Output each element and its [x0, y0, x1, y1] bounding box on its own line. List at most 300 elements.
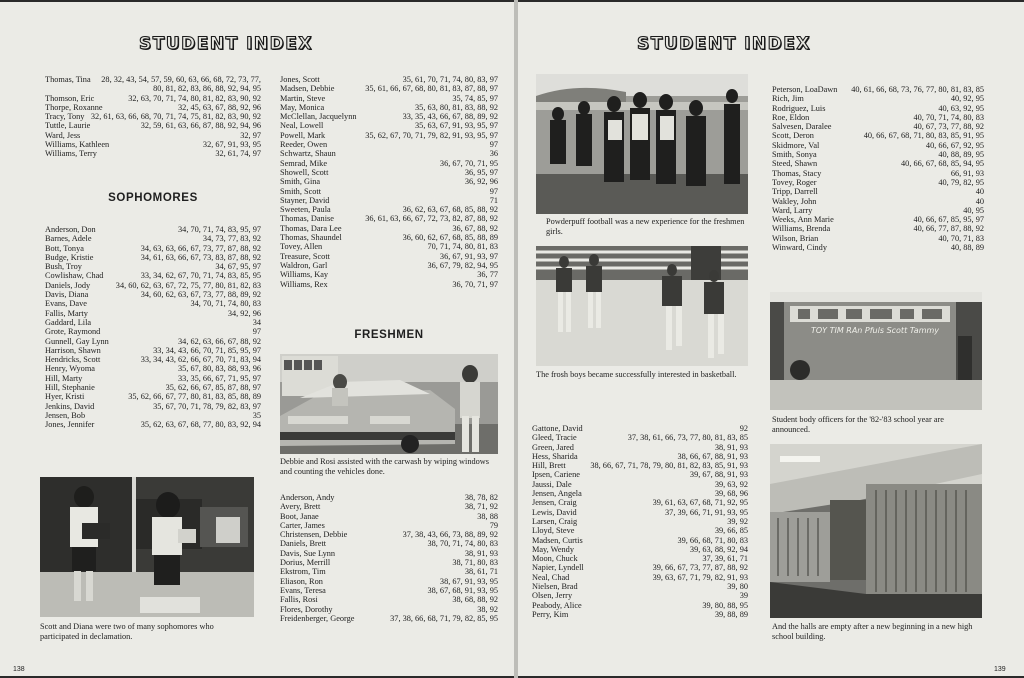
- student-name: May, Monica: [280, 102, 325, 112]
- student-name: Jaussi, Dale: [532, 479, 572, 489]
- student-name: Gunnell, Gay Lynn: [45, 336, 109, 346]
- index-entry: [772, 243, 984, 252]
- page-references: 36, 60, 62, 67, 68, 85, 88, 89: [402, 233, 498, 243]
- student-name: Larsen, Craig: [532, 516, 578, 526]
- student-name: Jones, Jennifer: [45, 420, 95, 430]
- index-entry: [280, 595, 498, 604]
- index-entry: [280, 567, 498, 576]
- index-entry: [45, 392, 261, 401]
- index-entry: [772, 131, 984, 140]
- index-entry: [280, 280, 498, 289]
- page-references: 36, 77: [477, 270, 498, 280]
- student-name: Stayner, David: [280, 195, 330, 205]
- page-references: 39, 88, 89: [714, 609, 748, 619]
- index-entry: [280, 502, 498, 511]
- page-references: 40: [975, 187, 984, 197]
- index-entry: [45, 121, 261, 130]
- student-name: Thorpe, Roxanne: [45, 102, 103, 112]
- student-name: Tovey, Allen: [280, 242, 323, 252]
- index-entry: [280, 84, 498, 93]
- index-entry: [280, 577, 498, 586]
- index-entry: [280, 131, 498, 140]
- page-references: 35, 61, 66, 67, 68, 80, 81, 83, 87, 88, 97: [365, 84, 498, 94]
- page-references: 36, 67, 88, 92: [452, 223, 498, 233]
- page-references: 33, 34, 43, 66, 70, 71, 85, 95, 97: [153, 345, 261, 355]
- index-entry: [772, 141, 984, 150]
- student-name: Thomas, Dara Lee: [280, 223, 342, 233]
- page-references: 40, 70, 71, 83: [938, 233, 984, 243]
- student-name: Williams, Kathleen: [45, 140, 110, 150]
- student-name: Henry, Wyoma: [45, 364, 95, 374]
- student-name: Williams, Rex: [280, 279, 328, 289]
- index-entry: [532, 433, 748, 442]
- left-page: [0, 2, 514, 676]
- page-references: 39, 80, 88, 95: [702, 600, 748, 610]
- page-references: 40, 95: [963, 205, 984, 215]
- page-references: 40, 66, 67, 92, 95: [925, 140, 984, 150]
- student-name: Daniels, Jody: [45, 280, 91, 290]
- student-officers-caption: Student body officers for the '82-'83 school year are announced.: [772, 415, 944, 434]
- index-entry: [772, 206, 984, 215]
- basketball-photo: [536, 246, 748, 366]
- page-references: 35, 67, 80, 83, 88, 93, 96: [178, 364, 261, 374]
- index-entry: [45, 225, 261, 234]
- page-references: 40, 92, 95: [950, 94, 984, 104]
- page-references: 35, 63, 80, 81, 83, 88, 92: [415, 102, 498, 112]
- page-references: 35, 67, 70, 71, 78, 79, 82, 83, 97: [153, 401, 261, 411]
- index-entry: [45, 299, 261, 308]
- index-entry: [772, 85, 984, 94]
- student-name: Evans, Teresa: [280, 585, 326, 595]
- index-entry: [45, 103, 261, 112]
- empty-hallway-caption: And the halls are empty after a new beginning in a new high school building.: [772, 622, 973, 641]
- page-references: 38, 67, 91, 93, 95: [439, 576, 498, 586]
- index-entry: [45, 253, 261, 262]
- page-references: 38, 91, 93: [714, 442, 748, 452]
- student-name: Hill, Stephanie: [45, 383, 95, 393]
- student-name: Flores, Dorothy: [280, 604, 333, 614]
- student-name: McClellan, Jacquelynn: [280, 112, 357, 122]
- student-name: Tracy, Tony: [45, 112, 85, 122]
- index-entry: [532, 498, 748, 507]
- page-references: 35, 61, 70, 71, 74, 80, 83, 97: [402, 75, 498, 84]
- index-entry: [532, 461, 748, 470]
- page-references: 37, 38, 43, 66, 73, 88, 89, 92: [402, 530, 498, 540]
- index-entry: [772, 94, 984, 103]
- index-entry: [772, 178, 984, 187]
- index-entry: [45, 318, 261, 327]
- student-name: Wilson, Brian: [772, 233, 819, 243]
- student-name: Tuttle, Laurie: [45, 121, 91, 131]
- student-name: Neal, Lowell: [280, 121, 324, 131]
- page-references: 38, 61, 71: [464, 567, 498, 577]
- page-references: 40, 88, 89, 95: [938, 150, 984, 160]
- student-name: Peabody, Alice: [532, 600, 582, 610]
- page-references: 39, 68, 96: [714, 489, 748, 499]
- index-entry: [280, 530, 498, 539]
- page-references: 66, 91, 93: [950, 168, 984, 178]
- student-name: Thomas, Shaundel: [280, 233, 342, 243]
- index-entry: [280, 103, 498, 112]
- index-entry: [772, 187, 984, 196]
- page-references: 36, 70, 71, 97: [452, 279, 498, 289]
- index-column-freshmen: [280, 493, 498, 623]
- page-references: 32, 97: [240, 130, 261, 140]
- section-heading-sophomores: SOPHOMORES: [108, 192, 198, 204]
- index-entry: [280, 121, 498, 130]
- index-entry: [45, 290, 261, 299]
- page-references: 35, 62, 63, 67, 68, 77, 80, 83, 92, 94: [140, 420, 261, 430]
- student-name: Waldron, Garl: [280, 260, 328, 270]
- student-name: Hill, Marty: [45, 373, 83, 383]
- student-name: Grote, Raymond: [45, 327, 101, 337]
- index-entry: [45, 140, 261, 149]
- student-name: Thomas, Tina: [45, 75, 91, 84]
- page-references: 70, 71, 74, 80, 81, 83: [427, 242, 498, 252]
- index-entry: [772, 224, 984, 233]
- page-references: 40, 67, 73, 77, 88, 92: [913, 122, 984, 132]
- page-references: 39: [739, 591, 748, 601]
- index-entry: [532, 591, 748, 600]
- student-name: Bott, Tonya: [45, 243, 84, 253]
- student-name: Gaddard, Lila: [45, 317, 92, 327]
- index-entry: [532, 480, 748, 489]
- page-references: 32, 45, 63, 67, 88, 92, 96: [178, 102, 261, 112]
- student-name: Jones, Scott: [280, 75, 320, 84]
- page-references: 40, 66, 67, 68, 85, 94, 95: [901, 159, 984, 169]
- student-name: Hyer, Kristi: [45, 392, 85, 402]
- page-references: 33, 34, 62, 67, 70, 71, 74, 83, 85, 95: [140, 271, 261, 281]
- index-entry: [280, 214, 498, 223]
- student-name: Davis, Sue Lynn: [280, 548, 336, 558]
- page-references: 35, 74, 85, 97: [452, 93, 498, 103]
- index-entry: [532, 489, 748, 498]
- index-entry: [280, 140, 498, 149]
- page-references: 39, 66, 85: [714, 526, 748, 536]
- student-name: Winward, Cindy: [772, 243, 827, 253]
- student-name: Boot, Janae: [280, 511, 319, 521]
- student-name: Fallis, Marty: [45, 308, 88, 318]
- page-references: 37, 39, 61, 71: [702, 554, 748, 564]
- powderpuff-football-photo: [536, 74, 748, 214]
- student-name: Moon, Chuck: [532, 554, 578, 564]
- student-name: Roe, Eldon: [772, 112, 810, 122]
- student-name: Green, Jared: [532, 442, 574, 452]
- student-name: Dorius, Merrill: [280, 558, 331, 568]
- index-entry: [772, 113, 984, 122]
- student-name: Ward, Larry: [772, 205, 813, 215]
- page-references: 36, 92, 96: [464, 177, 498, 187]
- page-references: 28, 32, 43, 54, 57, 59, 60, 63, 66, 68, 72, 73, 77, 80, 81, 82, 83, 86, 88, 92, 94, 95: [101, 75, 261, 94]
- page-references: 38, 88: [477, 511, 498, 521]
- index-entry: [280, 549, 498, 558]
- page-references: 38, 70, 71, 74, 80, 83: [427, 539, 498, 549]
- index-entry: [280, 270, 498, 279]
- page-references: 36: [489, 149, 498, 159]
- index-entry: [280, 261, 498, 270]
- page-references: 38, 71, 80, 83: [452, 558, 498, 568]
- student-name: Jenkins, David: [45, 401, 95, 411]
- index-entry: [45, 355, 261, 364]
- index-entry: [45, 94, 261, 103]
- student-officers-photo: [770, 292, 982, 410]
- student-name: Olsen, Jerry: [532, 591, 573, 601]
- index-column-sophomores: [45, 225, 261, 430]
- page-references: 35, 62, 66, 67, 85, 87, 88, 97: [165, 383, 261, 393]
- page-references: 38, 66, 67, 71, 78, 79, 80, 81, 82, 83, 85, 91, 93: [590, 461, 748, 471]
- student-name: Thomson, Eric: [45, 93, 95, 103]
- student-name: Gleed, Tracie: [532, 433, 577, 443]
- index-entry: [45, 149, 261, 158]
- page-references: 39, 63, 67, 71, 79, 82, 91, 93: [652, 572, 748, 582]
- student-name: Christensen, Debbie: [280, 530, 348, 540]
- index-entry: [45, 327, 261, 336]
- index-entry: [772, 197, 984, 206]
- student-name: Anderson, Don: [45, 225, 96, 234]
- student-name: Tovey, Roger: [772, 177, 817, 187]
- index-entry: [532, 563, 748, 572]
- student-name: Hendricks, Scott: [45, 355, 101, 365]
- index-entry: [532, 508, 748, 517]
- student-name: Cowlishaw, Chad: [45, 271, 104, 281]
- page-references: 34, 70, 71, 74, 80, 83: [190, 299, 261, 309]
- page-references: 39, 66, 68, 71, 80, 83: [677, 535, 748, 545]
- page-references: 36, 67, 91, 93, 97: [439, 251, 498, 261]
- index-entry: [532, 452, 748, 461]
- student-name: Ipsen, Cariene: [532, 470, 580, 480]
- student-name: Thomas, Danise: [280, 214, 334, 224]
- index-entry: [772, 234, 984, 243]
- index-entry: [280, 242, 498, 251]
- index-entry: [280, 233, 498, 242]
- student-name: Perry, Kim: [532, 609, 569, 619]
- page-references: 36, 61, 63, 66, 67, 72, 73, 82, 87, 88, 92: [365, 214, 498, 224]
- student-name: Nielsen, Brad: [532, 582, 578, 592]
- student-name: Reeder, Owen: [280, 140, 328, 150]
- student-name: Jensen, Angela: [532, 489, 582, 499]
- page-references: 39, 63, 92: [714, 479, 748, 489]
- student-name: Smith, Sonya: [772, 150, 817, 160]
- index-column-juniors-end: [45, 75, 261, 159]
- index-entry: [532, 424, 748, 433]
- student-name: Smith, Scott: [280, 186, 322, 196]
- index-entry: [280, 252, 498, 261]
- page-references: 35, 63, 67, 91, 93, 95, 97: [415, 121, 498, 131]
- page-references: 38, 67, 68, 91, 93, 95: [427, 585, 498, 595]
- page-references: 37, 38, 66, 68, 71, 79, 82, 85, 95: [390, 613, 498, 623]
- carwash-caption: Debbie and Rosi assisted with the carwash by wiping windows and counting the vehicles done.: [280, 457, 490, 476]
- page-references: 39, 67, 88, 91, 93: [689, 470, 748, 480]
- index-entry: [280, 75, 498, 84]
- page-references: 34, 92, 96: [227, 308, 261, 318]
- page-references: 40, 88, 89: [950, 243, 984, 253]
- student-name: Hess, Sharida: [532, 451, 578, 461]
- index-entry: [45, 75, 261, 94]
- index-entry: [280, 187, 498, 196]
- index-entry: [532, 470, 748, 479]
- section-heading-freshmen: FRESHMEN: [354, 329, 424, 341]
- page-references: 92: [739, 424, 748, 433]
- index-entry: [280, 168, 498, 177]
- page-references: 37, 39, 66, 71, 91, 93, 95: [665, 507, 748, 517]
- page-references: 36, 95, 97: [464, 167, 498, 177]
- page-references: 40, 61, 66, 68, 73, 76, 77, 80, 81, 83, 85: [851, 85, 984, 94]
- index-entry: [280, 614, 498, 623]
- index-entry: [532, 545, 748, 554]
- page-references: 39, 92: [727, 516, 748, 526]
- index-entry: [280, 159, 498, 168]
- student-name: Steed, Shawn: [772, 159, 818, 169]
- page-references: 38, 92: [477, 604, 498, 614]
- index-entry: [45, 281, 261, 290]
- student-name: Skidmore, Val: [772, 140, 820, 150]
- index-entry: [532, 517, 748, 526]
- page-references: 32, 63, 70, 71, 74, 80, 81, 82, 83, 90, 92: [128, 93, 261, 103]
- page-references: 40, 66, 67, 85, 95, 97: [913, 215, 984, 225]
- student-name: Neal, Chad: [532, 572, 570, 582]
- page-references: 35, 62, 67, 70, 71, 79, 82, 91, 93, 95, 97: [365, 130, 498, 140]
- student-name: Daniels, Brett: [280, 539, 327, 549]
- page-references: 36, 62, 63, 67, 68, 85, 88, 92: [402, 205, 498, 215]
- page-references: 79: [489, 520, 498, 530]
- index-entry: [532, 526, 748, 535]
- index-entry: [45, 402, 261, 411]
- index-entry: [45, 271, 261, 280]
- student-name: Showell, Scott: [280, 167, 329, 177]
- index-entry: [280, 586, 498, 595]
- left-page-title: STUDENT INDEX: [139, 34, 313, 54]
- page-references: 38, 78, 82: [464, 493, 498, 502]
- student-name: Salvesen, Daralee: [772, 122, 832, 132]
- index-entry: [772, 150, 984, 159]
- student-name: Ward, Jess: [45, 130, 81, 140]
- student-name: Harrison, Shawn: [45, 345, 101, 355]
- page-references: 33, 34, 43, 62, 66, 67, 70, 71, 83, 94: [140, 355, 261, 365]
- page-references: 33, 35, 43, 66, 67, 88, 89, 92: [402, 112, 498, 122]
- right-page: [518, 2, 1024, 676]
- student-name: Treasure, Scott: [280, 251, 330, 261]
- page-references: 39, 63, 88, 92, 94: [689, 544, 748, 554]
- empty-hallway-photo: [770, 444, 982, 618]
- page-references: 38, 71, 92: [464, 502, 498, 512]
- index-entry: [280, 493, 498, 502]
- index-entry: [280, 177, 498, 186]
- student-name: Williams, Brenda: [772, 224, 831, 234]
- student-name: Fallis, Rosi: [280, 595, 318, 605]
- student-name: Carter, James: [280, 520, 325, 530]
- page-references: 71: [489, 195, 498, 205]
- page-references: 36, 67, 70, 71, 95: [439, 158, 498, 168]
- page-references: 33, 35, 66, 67, 71, 95, 97: [178, 373, 261, 383]
- page-references: 39, 61, 63, 67, 68, 71, 92, 95: [652, 498, 748, 508]
- student-name: Schwartz, Shaun: [280, 149, 336, 159]
- page-references: 32, 59, 61, 63, 66, 87, 88, 92, 94, 96: [140, 121, 261, 131]
- page-references: 32, 67, 91, 93, 95: [202, 140, 261, 150]
- student-name: Avery, Brett: [280, 502, 321, 512]
- index-entry: [532, 573, 748, 582]
- student-name: Anderson, Andy: [280, 493, 335, 502]
- page-references: 35: [252, 410, 261, 420]
- student-name: Williams, Terry: [45, 149, 97, 159]
- page-references: 34, 60, 62, 63, 67, 73, 77, 88, 89, 92: [140, 290, 261, 300]
- index-entry: [532, 554, 748, 563]
- student-name: Peterson, LoaDawn: [772, 85, 838, 94]
- page-references: 97: [489, 140, 498, 150]
- page-references: 97: [252, 327, 261, 337]
- student-name: Napier, Lyndell: [532, 563, 584, 573]
- student-name: Hill, Brett: [532, 461, 566, 471]
- student-name: Wakley, John: [772, 196, 817, 206]
- student-name: Semrad, Mike: [280, 158, 328, 168]
- index-entry: [45, 383, 261, 392]
- student-name: Rodriguez, Luis: [772, 103, 826, 113]
- student-name: Ekstrom, Tim: [280, 567, 326, 577]
- student-name: Budge, Kristie: [45, 252, 94, 262]
- student-name: Weeks, Ann Marie: [772, 215, 834, 225]
- index-entry: [532, 582, 748, 591]
- page-references: 40: [975, 196, 984, 206]
- student-name: Scott, Deron: [772, 131, 814, 141]
- page-references: 34, 61, 63, 66, 67, 73, 83, 87, 88, 92: [140, 252, 261, 262]
- page-references: 39, 66, 67, 73, 77, 87, 88, 92: [652, 563, 748, 573]
- student-name: Williams, Kay: [280, 270, 329, 280]
- student-name: Rich, Jim: [772, 94, 804, 104]
- page-references: 40, 79, 82, 95: [938, 177, 984, 187]
- page-references: 39, 80: [727, 582, 748, 592]
- index-entry: [45, 244, 261, 253]
- page-references: 34, 63, 63, 66, 67, 73, 77, 87, 88, 92: [140, 243, 261, 253]
- page-references: 97: [489, 186, 498, 196]
- page-references: 40, 63, 92, 95: [938, 103, 984, 113]
- student-name: Lloyd, Steve: [532, 526, 575, 536]
- officers-banner-text: TOY TIM RAn Pfuls Scott Tammy: [810, 326, 940, 335]
- index-entry: [280, 196, 498, 205]
- student-name: Madsen, Debbie: [280, 84, 335, 94]
- index-entry: [532, 610, 748, 619]
- student-name: Thomas, Stacy: [772, 168, 822, 178]
- basketball-caption: The frosh boys became successfully interested in basketball.: [536, 370, 737, 379]
- index-entry: [532, 601, 748, 610]
- student-name: Gattone, David: [532, 424, 583, 433]
- page-number-right: 139: [994, 666, 1006, 673]
- index-entry: [45, 131, 261, 140]
- page-references: 37, 38, 61, 66, 73, 77, 80, 81, 83, 85: [627, 433, 748, 443]
- student-name: Barnes, Adele: [45, 234, 92, 244]
- index-entry: [280, 605, 498, 614]
- student-name: May, Wendy: [532, 544, 574, 554]
- page-references: 34, 67, 95, 97: [215, 262, 261, 272]
- right-page-title: STUDENT INDEX: [637, 34, 811, 54]
- page-references: 36, 67, 79, 82, 94, 95: [427, 260, 498, 270]
- index-entry: [45, 262, 261, 271]
- student-name: Madsen, Curtis: [532, 535, 583, 545]
- page-references: 38, 91, 93: [464, 548, 498, 558]
- index-entry: [280, 224, 498, 233]
- page-references: 34, 60, 62, 63, 67, 72, 75, 77, 80, 81, 82, 83: [115, 280, 261, 290]
- page-references: 34, 70, 71, 74, 83, 95, 97: [178, 225, 261, 234]
- index-entry: [280, 521, 498, 530]
- index-entry: [532, 536, 748, 545]
- student-name: Lewis, David: [532, 507, 577, 517]
- index-entry: [45, 364, 261, 373]
- student-name: Bush, Troy: [45, 262, 82, 272]
- index-entry: [45, 112, 261, 121]
- index-column-freshmen-end: [772, 85, 984, 252]
- index-entry: [280, 94, 498, 103]
- page-references: 38, 66, 67, 88, 91, 93: [677, 451, 748, 461]
- index-entry: [45, 411, 261, 420]
- index-entry: [280, 112, 498, 121]
